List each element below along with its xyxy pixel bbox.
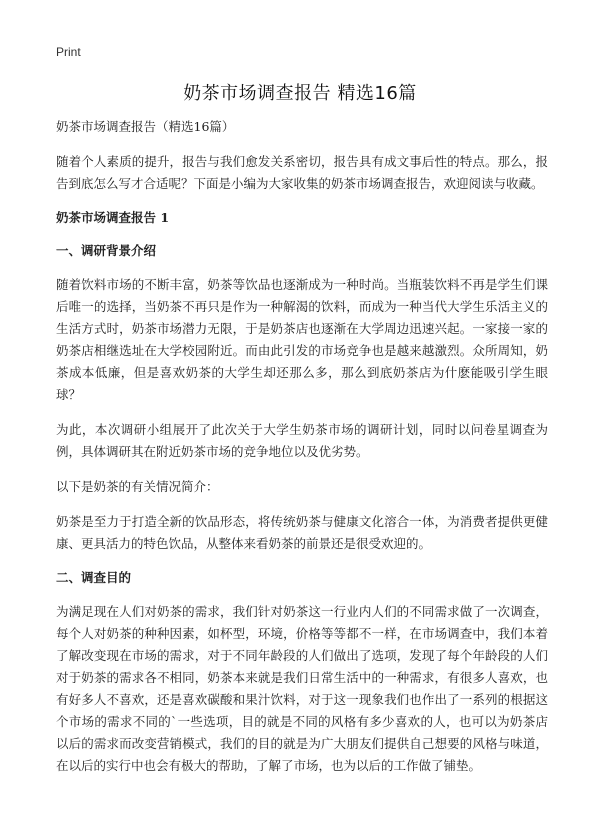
body-paragraph: 为此，本次调研小组展开了此次关于大学生奶茶市场的调研计划，同时以问卷星调查为例，具体调研其在附近奶茶市场的竞争地位以及优劣势。	[56, 422, 548, 459]
body-paragraph: 以下是奶茶的有关情况简介：	[56, 479, 219, 494]
page-title: 奶茶市场调查报告 精选16篇	[183, 83, 417, 104]
document-body	[56, 117, 548, 790]
section-heading-background: 一、调研背景介绍	[56, 243, 157, 258]
section-heading-purpose: 二、调查目的	[56, 570, 132, 585]
print-link[interactable]: Print	[56, 45, 81, 59]
body-paragraph: 奶茶是至力于打造全新的饮品形态，将传统奶茶与健康文化溶合一体，为消费者提供更健康、更具活力的特色饮品，从整体来看奶茶的前景还是很受欢迎的。	[56, 514, 548, 551]
report-heading: 奶茶市场调查报告 1	[56, 210, 170, 225]
body-paragraph: 为满足现在人们对奶茶的需求，我们针对奶茶这一行业内人们的不同需求做了一次调查，每个人对奶茶的种种因素，如杯型，环境，价格等等都不一样，在市场调查中，我们本着了解改变现在市场的需求，对于不同年龄段的人们做出了选项，发现了每个年龄段的人们对于奶茶的需求各不相同，奶茶本来就是我们日常生活中的一种需求，有很多人喜欢，也有好多人不喜欢，还是喜欢碳酸和果汁饮料，对于这一现象我们也作出了一系列的根据这个市场的需求不同的`一些选项，目的就是不同的风格有多少喜欢的人，也可以为奶茶店以后的需求而改变营销模式，我们的目的就是为广大朋友们提供自己想要的风格与味道，在以后的实行中也会有极大的帮助，了解了市场，也为以后的工作做了铺垫。	[56, 604, 548, 773]
body-paragraph: 随着饮料市场的不断丰富，奶茶等饮品也逐渐成为一种时尚。当瓶装饮料不再是学生们课后唯一的选择，当奶茶不再只是作为一种解渴的饮料，而成为一种当代大学生乐活主义的生活方式时，奶茶市场潜力无限，于是奶茶店也逐渐在大学周边迅速兴起。一家接一家的奶茶店相继选址在大学校园附近。而由此引发的市场竞争也是越来越激烈。众所周知，奶茶成本低廉，但是喜欢奶茶的大学生却还那么多，那么到底奶茶店为什麽能吸引学生眼球？	[56, 277, 548, 402]
intro-paragraph: 随着个人素质的提升，报告与我们愈发关系密切，报告具有成文事后性的特点。那么，报告到底怎么写才合适呢？下面是小编为大家收集的奶茶市场调查报告，欢迎阅读与收藏。	[56, 154, 548, 191]
document-subtitle: 奶茶市场调查报告（精选16篇）	[56, 119, 235, 134]
